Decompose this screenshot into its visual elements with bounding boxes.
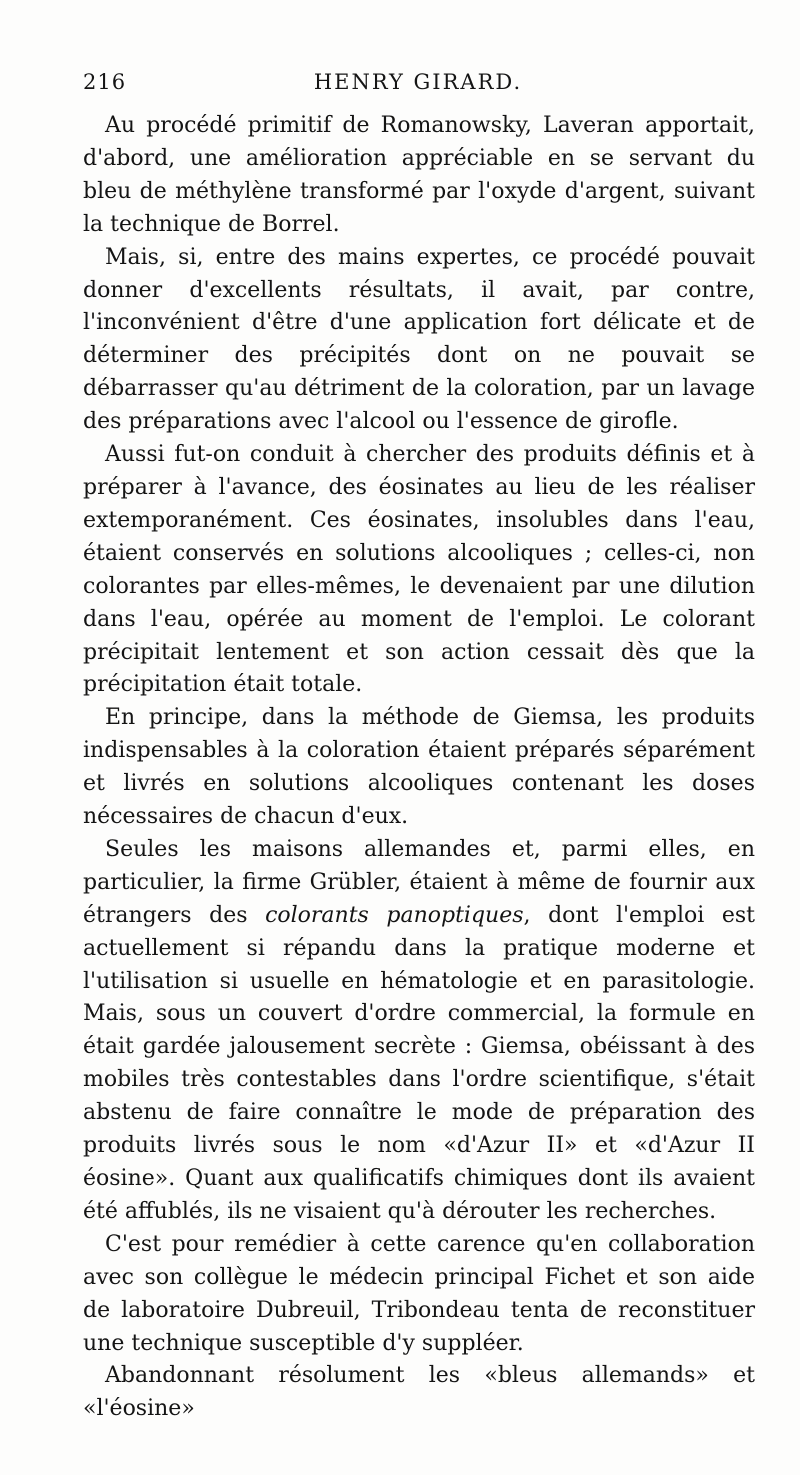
running-head: HENRY GIRARD. xyxy=(313,70,523,94)
paragraph-text: , dont l'emploi est actuellement si répandu dans la pratique moderne et l'utilisation si usuelle en hématologie et en parasitologie. Mais, sous un couvert d'ordre commercial, la formule en était gardée jalousement secrète : Giemsa, obéissant à des mobiles très contestables dans l'ordre scientifique, s'était abstenu de faire connaître le mode de préparation des produits livrés sous le nom «d'Azur II» et «d'Azur II éosine». Quant aux qualificatifs chimiques dont ils avaient été affublés, ils ne visaient qu'à dérouter les recherches. xyxy=(83,902,756,1224)
paragraph: Au procédé primitif de Romanowsky, Laveran apportait, d'abord, une amélioration appréciable en se servant du bleu de méthylène transformé par l'oxyde d'argent, suivant la technique de Borrel. xyxy=(83,113,755,237)
paragraph: En principe, dans la méthode de Giemsa, les produits indispensables à la coloration étaient préparés séparément et livrés en solutions alcooliques contenant les doses nécessaires de chacun d'eux. xyxy=(83,705,755,830)
body-text xyxy=(83,110,755,1426)
paragraph xyxy=(83,834,755,1229)
paragraph-text: Seules les maisons allemandes et, parmi elles, en particulier, la firme Grübler, étaient à même de fournir aux étrangers des xyxy=(83,836,755,928)
paragraph: Mais, si, entre des mains expertes, ce procédé pouvait donner d'excellents résultats, il avait, par contre, l'inconvénient d'être d'une application fort délicate et de déterminer des précipités dont on ne pouvait se débarrasser qu'au détriment de la coloration, par un lavage des préparations avec l'alcool ou l'essence de girofle. xyxy=(83,244,755,435)
paragraph: C'est pour remédier à cette carence qu'en collaboration avec son collègue le médecin principal Fichet et son aide de laboratoire Dubreuil, Tribondeau tenta de reconstituer une technique susceptible d'y suppléer. xyxy=(83,1231,755,1356)
paragraph: Aussi fut-on conduit à chercher des produits définis et à préparer à l'avance, des éosinates au lieu de les réaliser extemporanément. Ces éosinates, insolubles dans l'eau, étaient conservés en solutions alcooliques ; celles-ci, non colorantes par elles-mêmes, le devenaient par une dilution dans l'eau, opérée au moment de l'emploi. Le colorant précipitait lentement et son action cessait dès que la précipitation était totale. xyxy=(83,442,755,698)
paragraph: Abandonnant résolument les «bleus allemands» et «l'éosine» xyxy=(83,1363,755,1422)
page-header xyxy=(83,70,753,104)
italic-term: colorants panoptiques xyxy=(265,902,524,928)
page-number: 216 xyxy=(83,70,127,94)
